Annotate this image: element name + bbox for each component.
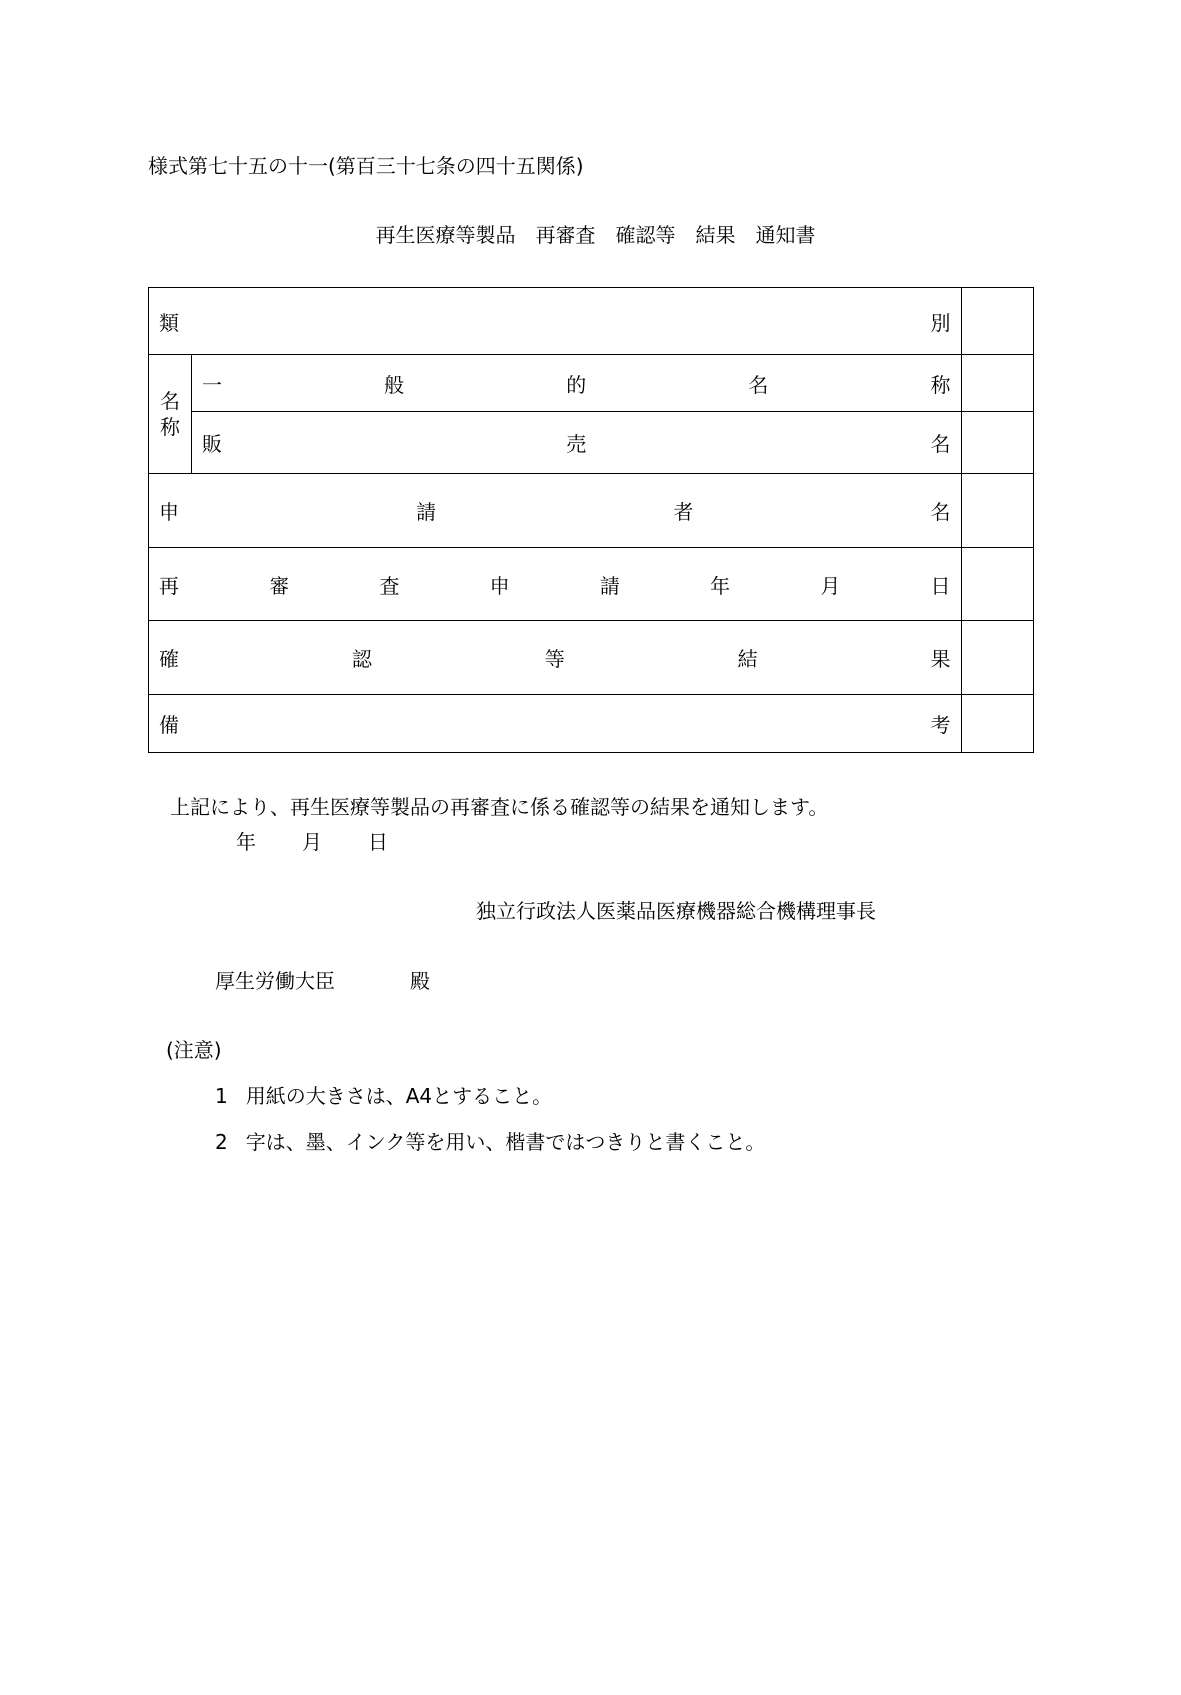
label-result: 確 認 等 結 果 bbox=[159, 647, 951, 671]
date-year: 年 bbox=[236, 830, 256, 854]
recipient: 厚生労働大臣 bbox=[215, 969, 335, 993]
form-table bbox=[148, 287, 1034, 753]
field-category[interactable] bbox=[961, 288, 1033, 355]
row-category bbox=[149, 288, 1034, 355]
date-day: 日 bbox=[368, 830, 388, 854]
row-application-date bbox=[149, 548, 1034, 621]
note-item: 2 字は、墨、インク等を用い、楷書ではつきりと書くこと。 bbox=[215, 1130, 766, 1154]
row-result bbox=[149, 621, 1034, 695]
label-application-date: 再 審 査 申 請 年 月 日 bbox=[159, 573, 951, 598]
row-brand-name bbox=[149, 412, 1034, 474]
label-brand-name: 販 売 名 bbox=[202, 432, 951, 456]
document-title: 再生医療等製品 再審査 確認等 結果 通知書 bbox=[375, 223, 816, 247]
date-month: 月 bbox=[302, 830, 322, 854]
row-remarks bbox=[149, 695, 1034, 753]
sender: 独立行政法人医薬品医療機器総合機構理事長 bbox=[476, 899, 876, 923]
field-remarks[interactable] bbox=[961, 695, 1033, 753]
row-generic-name bbox=[149, 355, 1034, 412]
label-name-group: 名 称 bbox=[149, 355, 192, 474]
field-brand-name[interactable] bbox=[961, 412, 1033, 474]
field-generic-name[interactable] bbox=[961, 355, 1033, 412]
label-applicant: 申 請 者 名 bbox=[159, 500, 951, 524]
field-application-date[interactable] bbox=[961, 548, 1033, 621]
label-category: 類 別 bbox=[159, 310, 951, 335]
label-generic-name: 一 般 的 名 称 bbox=[202, 372, 951, 397]
row-applicant bbox=[149, 474, 1034, 548]
body-text: 上記により、再生医療等製品の再審査に係る確認等の結果を通知します。 bbox=[170, 795, 829, 819]
label-remarks: 備 考 bbox=[159, 713, 951, 737]
honorific: 殿 bbox=[410, 969, 430, 993]
note-item: 1 用紙の大きさは、A4とすること。 bbox=[215, 1084, 553, 1108]
notes-heading: (注意) bbox=[166, 1038, 222, 1062]
field-applicant[interactable] bbox=[961, 474, 1033, 548]
form-number: 様式第七十五の十一(第百三十七条の四十五関係) bbox=[148, 154, 584, 178]
field-result[interactable] bbox=[961, 621, 1033, 695]
